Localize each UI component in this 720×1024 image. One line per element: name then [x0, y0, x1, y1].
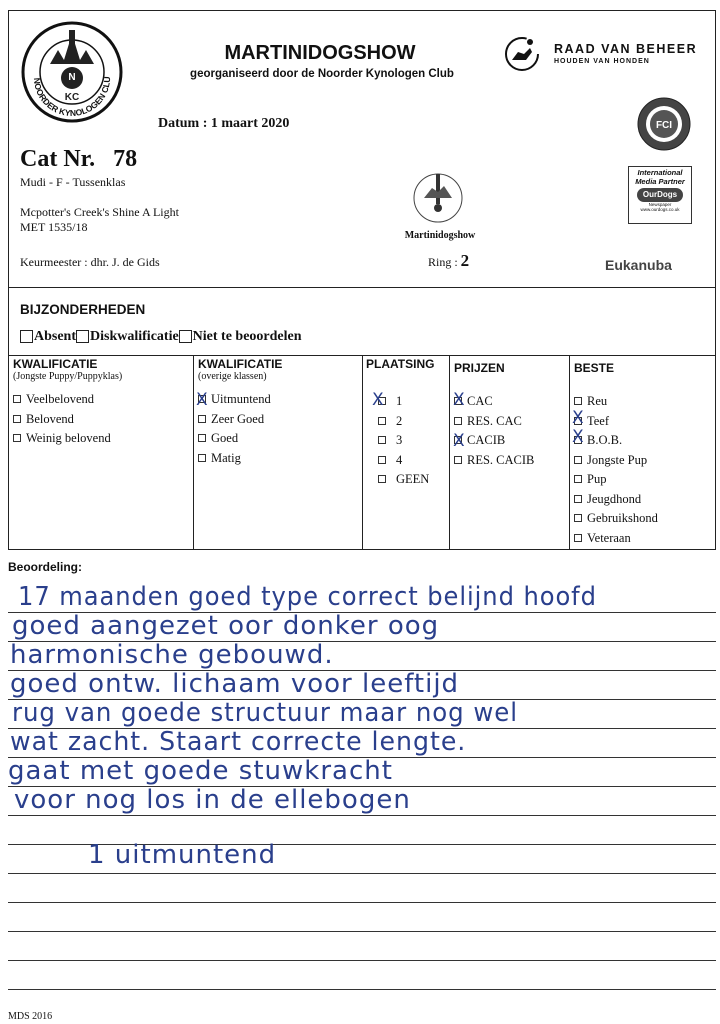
media-partner-line2: Media Partner [635, 177, 685, 186]
nkc-logo-ring-text: NOORDER KYNOLOGEN CLU [31, 76, 113, 119]
footer-code: MDS 2016 [8, 1011, 53, 1022]
option-matig[interactable]: Matig [198, 449, 358, 469]
registration-number: MET 1535/18 [20, 220, 88, 234]
checkbox-absent[interactable] [20, 330, 33, 343]
beoordeling-line-7: gaat met goede stuwkracht [8, 756, 393, 786]
rvb-subtitle: HOUDEN VAN HONDEN [554, 58, 650, 65]
show-title: MARTINIDOGSHOW [224, 42, 416, 64]
ring-line [428, 251, 469, 271]
checkbox-niet-beoordelen[interactable] [179, 330, 192, 343]
beoordeling-line-6: wat zacht. Staart correcte lengte. [10, 727, 467, 757]
option-belovend[interactable]: Belovend [13, 410, 189, 430]
ourdogs-url: www.ourdogs.co.uk [640, 207, 680, 212]
beoordeling-label: Beoordeling: [8, 560, 82, 574]
option-zeer-goed[interactable]: Zeer Goed [198, 410, 358, 430]
column-kwal-puppy [13, 357, 189, 449]
ring-label: Ring : [428, 255, 458, 269]
column-plaatsing [366, 357, 446, 490]
option-pup[interactable]: Pup [574, 470, 714, 490]
kwal-puppy-subtitle: (Jongste Puppy/Puppyklas) [13, 371, 123, 382]
bijzonderheden-title: BIJZONDERHEDEN [20, 302, 146, 317]
option-cacib[interactable]: CACIB [454, 431, 566, 451]
option-res-cac[interactable]: RES. CAC [454, 412, 566, 432]
kwal-overig-subtitle: (overige klassen) [198, 371, 267, 382]
check-mark-cac: X [453, 390, 465, 410]
fci-logo-text: FCI [655, 120, 673, 131]
option-veteraan[interactable]: Veteraan [574, 529, 714, 549]
beoordeling-line-3: harmonische gebouwd. [10, 640, 334, 670]
label-absent: Absent [34, 329, 77, 344]
rvb-title: RAAD VAN BEHEER [554, 42, 698, 56]
beste-title: BESTE [574, 361, 615, 375]
beoordeling-line-8: voor nog los in de ellebogen [14, 785, 411, 815]
option-goed[interactable]: Goed [198, 429, 358, 449]
eukanuba-logo: Eukanuba [605, 257, 672, 273]
option-plaats-2[interactable]: 2 [378, 412, 446, 432]
show-date: Datum : 1 maart 2020 [158, 116, 290, 131]
option-bob[interactable]: B.O.B. [574, 431, 714, 451]
cat-number: 78 [113, 146, 138, 172]
prijzen-title: PRIJZEN [454, 361, 505, 375]
beoordeling-line-5: rug van goede structuur maar nog wel [12, 698, 518, 728]
fci-logo [636, 96, 692, 152]
option-teef[interactable]: Teef [574, 412, 714, 432]
option-uitmuntend[interactable]: Uitmuntend [198, 390, 358, 410]
breed-line: Mudi - F - Tussenklas [20, 175, 126, 189]
checkbox-diskwalificatie[interactable] [76, 330, 89, 343]
cat-label: Cat Nr. [20, 146, 96, 172]
nkc-logo-letters-kc: KC [64, 92, 80, 103]
beoordeling-line-1: 17 maanden goed type correct belijnd hoofd [18, 582, 597, 612]
media-partner-line1: International [637, 168, 683, 177]
check-mark-cacib: X [453, 431, 465, 451]
option-plaats-1[interactable]: 1 [378, 392, 446, 412]
label-diskwalificatie: Diskwalificatie [90, 329, 179, 344]
center-logo-label: Martinidogshow [404, 230, 476, 241]
organizer-line: georganiseerd door de Noorder Kynologen Club [190, 68, 454, 80]
option-jongste-pup[interactable]: Jongste Pup [574, 451, 714, 471]
check-mark-teef: X [572, 408, 584, 428]
option-res-cacib[interactable]: RES. CACIB [454, 451, 566, 471]
option-plaats-geen[interactable]: GEEN [378, 470, 446, 490]
option-reu[interactable]: Reu [574, 392, 714, 412]
option-jeugdhond[interactable]: Jeugdhond [574, 490, 714, 510]
check-mark-uitmuntend: X [196, 390, 208, 410]
nkc-logo-letter-n: N [68, 72, 76, 83]
beoordeling-line-2: goed aangezet oor donker oog [12, 611, 440, 641]
column-beste [574, 361, 714, 548]
option-plaats-4[interactable]: 4 [378, 451, 446, 471]
beoordeling-line-9: 1 uitmuntend [88, 840, 277, 870]
nkc-logo [20, 20, 124, 124]
column-kwal-overig [198, 357, 358, 468]
column-prijzen [454, 361, 566, 470]
dog-name: Mcpotter's Creek's Shine A Light [20, 205, 179, 219]
ourdogs-logo: OurDogs [637, 188, 683, 202]
kwal-puppy-title: KWALIFICATIE [13, 357, 98, 371]
ourdogs-sub: Newspaper [648, 202, 672, 207]
kwal-overig-title: KWALIFICATIE [198, 357, 283, 371]
beoordeling-line-4: goed ontw. lichaam voor leeftijd [10, 669, 460, 699]
option-cac[interactable]: CAC [454, 392, 566, 412]
ring-number: 2 [460, 251, 470, 270]
check-mark-bob: X [572, 427, 584, 447]
martinidogshow-center-logo [410, 170, 466, 226]
cat-number-heading [20, 146, 137, 173]
plaatsing-title: PLAATSING [366, 357, 435, 371]
media-partner-box [628, 166, 692, 224]
option-weinig-belovend[interactable]: Weinig belovend [13, 429, 189, 449]
label-niet-beoordelen: Niet te beoordelen [192, 329, 302, 344]
option-plaats-3[interactable]: 3 [378, 431, 446, 451]
raad-van-beheer-logo [502, 34, 542, 74]
bijzonderheden-options [20, 329, 302, 345]
option-gebruikshond[interactable]: Gebruikshond [574, 509, 714, 529]
option-veelbelovend[interactable]: Veelbelovend [13, 390, 189, 410]
check-mark-plaats-1: X [372, 390, 384, 410]
judge-line: Keurmeester : dhr. J. de Gids [20, 255, 160, 269]
